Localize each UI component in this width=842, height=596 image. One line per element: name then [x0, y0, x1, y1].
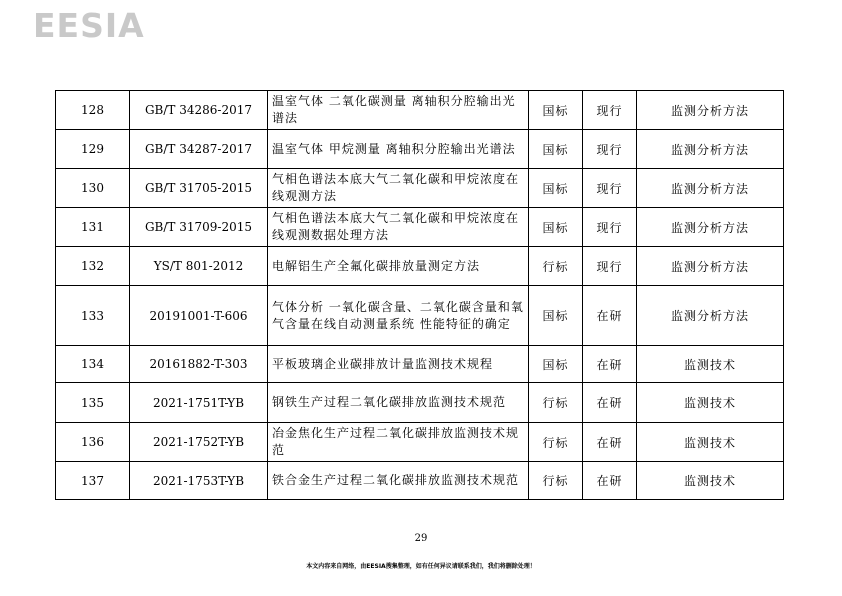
row-number: 132 — [56, 247, 130, 286]
standard-type: 行标 — [529, 247, 583, 286]
standard-category: 监测分析方法 — [637, 286, 784, 346]
row-number: 137 — [56, 462, 130, 500]
standard-category: 监测分析方法 — [637, 169, 784, 208]
table-row — [56, 169, 784, 208]
standard-name: 温室气体 甲烷测量 离轴积分腔输出光谱法 — [268, 130, 529, 169]
standard-status: 现行 — [583, 169, 637, 208]
standard-name: 气体分析 一氧化碳含量、二氧化碳含量和氧气含量在线自动测量系统 性能特征的确定 — [268, 286, 529, 346]
standard-name: 气相色谱法本底大气二氧化碳和甲烷浓度在线观测方法 — [268, 169, 529, 208]
row-number: 133 — [56, 286, 130, 346]
standard-category: 监测分析方法 — [637, 247, 784, 286]
standard-code: GB/T 34287-2017 — [130, 130, 268, 169]
standard-name: 平板玻璃企业碳排放计量监测技术规程 — [268, 346, 529, 383]
row-number: 130 — [56, 169, 130, 208]
standard-code: 2021-1751T-YB — [130, 383, 268, 423]
table-row — [56, 208, 784, 247]
standard-code: 20191001-T-606 — [130, 286, 268, 346]
row-number: 131 — [56, 208, 130, 247]
table-row — [56, 383, 784, 423]
standard-status: 在研 — [583, 383, 637, 423]
standard-status: 在研 — [583, 423, 637, 462]
row-number: 134 — [56, 346, 130, 383]
row-number: 129 — [56, 130, 130, 169]
standard-category: 监测技术 — [637, 346, 784, 383]
standard-status: 现行 — [583, 247, 637, 286]
standard-status: 在研 — [583, 346, 637, 383]
table-row — [56, 346, 784, 383]
standard-name: 钢铁生产过程二氧化碳排放监测技术规范 — [268, 383, 529, 423]
standard-name: 铁合金生产过程二氧化碳排放监测技术规范 — [268, 462, 529, 500]
standard-status: 现行 — [583, 91, 637, 130]
standard-status: 在研 — [583, 462, 637, 500]
standard-code: YS/T 801-2012 — [130, 247, 268, 286]
table-row — [56, 247, 784, 286]
standard-category: 监测技术 — [637, 423, 784, 462]
standard-category: 监测分析方法 — [637, 91, 784, 130]
standard-type: 国标 — [529, 208, 583, 247]
standard-category: 监测技术 — [637, 462, 784, 500]
standard-code: 2021-1752T-YB — [130, 423, 268, 462]
table-row — [56, 423, 784, 462]
table-row — [56, 462, 784, 500]
standard-category: 监测技术 — [637, 383, 784, 423]
standard-type: 国标 — [529, 346, 583, 383]
table-row — [56, 286, 784, 346]
row-number: 136 — [56, 423, 130, 462]
table-row — [56, 130, 784, 169]
standard-category: 监测分析方法 — [637, 208, 784, 247]
standard-name: 电解铝生产全氟化碳排放量测定方法 — [268, 247, 529, 286]
standard-type: 国标 — [529, 91, 583, 130]
standard-type: 行标 — [529, 383, 583, 423]
standard-code: GB/T 31705-2015 — [130, 169, 268, 208]
standards-table — [55, 90, 784, 500]
page-number: 29 — [414, 533, 428, 544]
standard-status: 现行 — [583, 130, 637, 169]
eesia-logo: EESIA — [33, 6, 145, 45]
standard-status: 在研 — [583, 286, 637, 346]
row-number: 135 — [56, 383, 130, 423]
standard-code: GB/T 31709-2015 — [130, 208, 268, 247]
standard-status: 现行 — [583, 208, 637, 247]
row-number: 128 — [56, 91, 130, 130]
standard-type: 国标 — [529, 130, 583, 169]
standard-type: 行标 — [529, 423, 583, 462]
standard-name: 气相色谱法本底大气二氧化碳和甲烷浓度在线观测数据处理方法 — [268, 208, 529, 247]
table-row — [56, 91, 784, 130]
standard-type: 国标 — [529, 286, 583, 346]
standard-code: GB/T 34286-2017 — [130, 91, 268, 130]
standard-name: 冶金焦化生产过程二氧化碳排放监测技术规范 — [268, 423, 529, 462]
standard-code: 20161882-T-303 — [130, 346, 268, 383]
standard-type: 行标 — [529, 462, 583, 500]
disclaimer-text: 本文内容来自网络，由EESIA搜集整理，如有任何异议请联系我们，我们将删除处理！ — [306, 563, 536, 570]
standard-type: 国标 — [529, 169, 583, 208]
standard-category: 监测分析方法 — [637, 130, 784, 169]
standard-name: 温室气体 二氧化碳测量 离轴积分腔输出光谱法 — [268, 91, 529, 130]
standard-code: 2021-1753T-YB — [130, 462, 268, 500]
